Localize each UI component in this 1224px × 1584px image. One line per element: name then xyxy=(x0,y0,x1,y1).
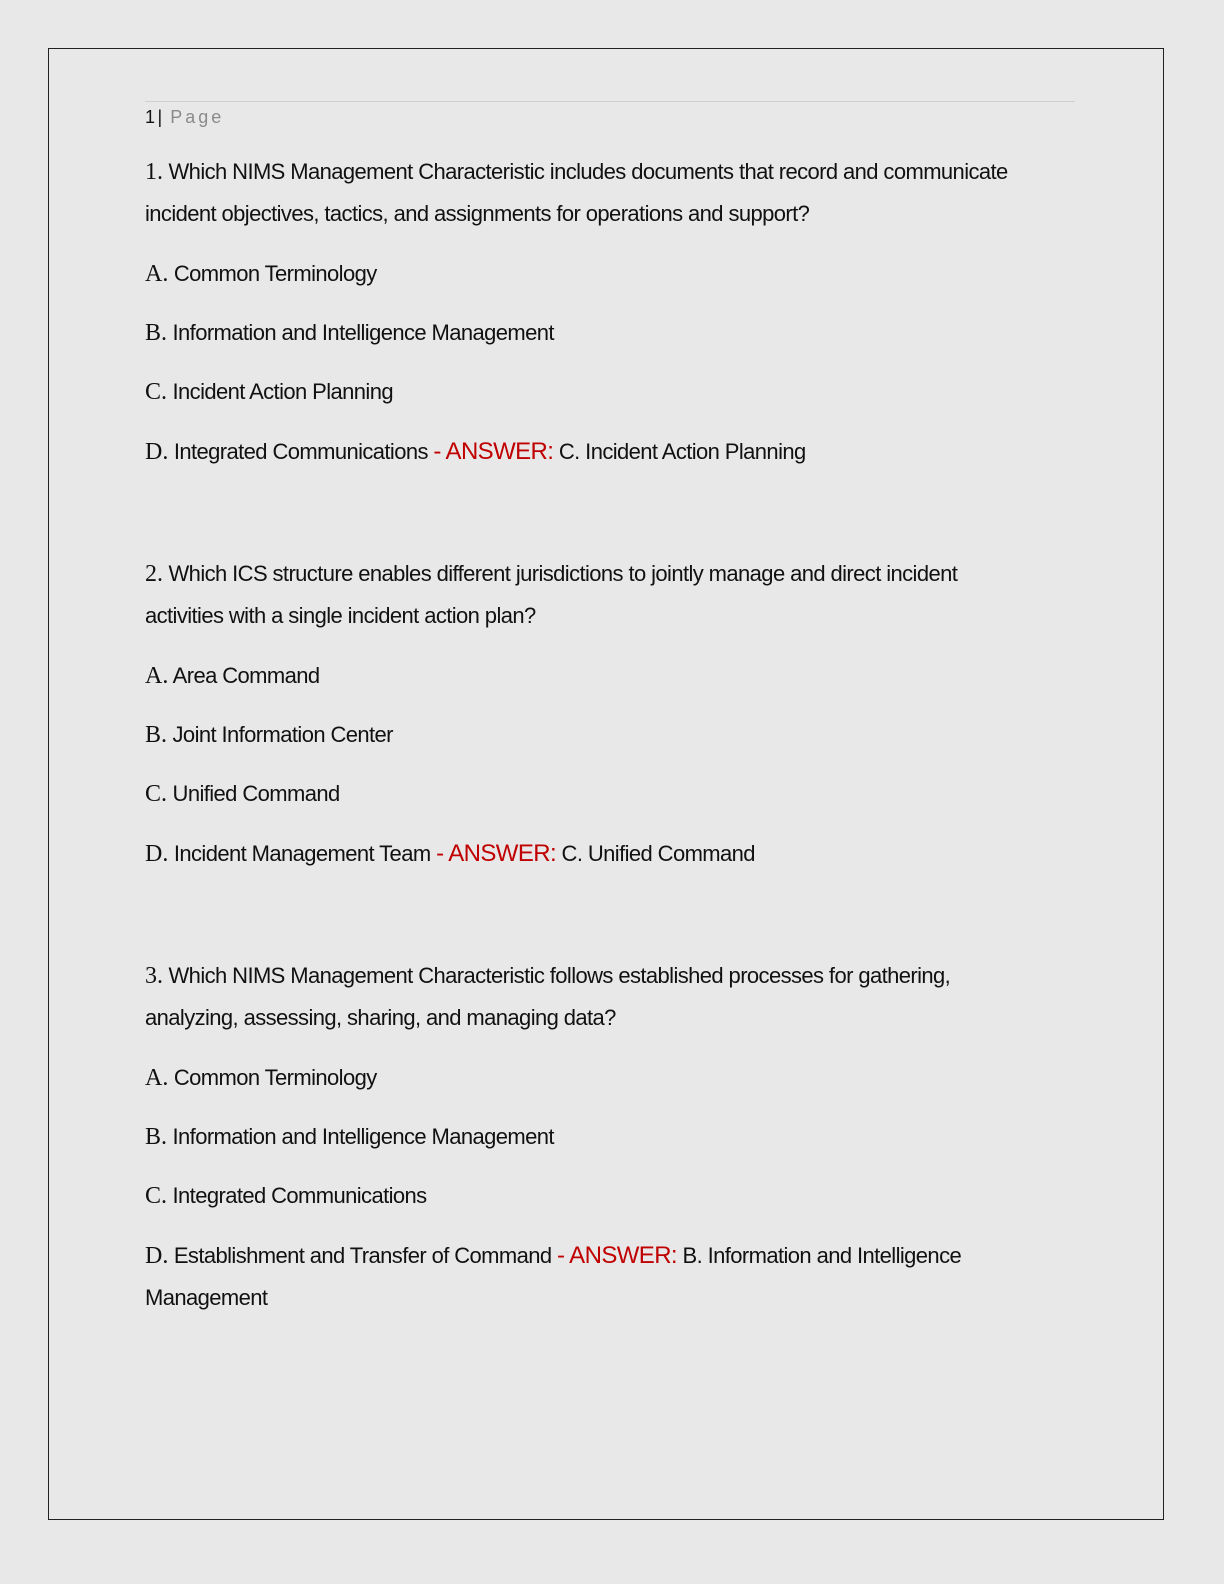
answer-label: - ANSWER: xyxy=(433,438,554,465)
question-text xyxy=(145,151,1025,234)
quiz-content xyxy=(145,151,1025,1399)
option-text: Common Terminology xyxy=(173,1065,377,1090)
option-letter: C. xyxy=(145,379,168,405)
answer-text: C. Unified Command xyxy=(561,841,755,866)
question-body: Which NIMS Management Characteristic includes documents that record and communicate incident objectives, tactics, and assignments for operations and support? xyxy=(145,159,1008,226)
option-text: Incident Action Planning xyxy=(172,379,393,404)
option-a xyxy=(145,254,1025,294)
question-number: 3. xyxy=(145,963,163,989)
option-text: Integrated Communications xyxy=(172,1183,427,1208)
option-letter: D. xyxy=(145,439,169,465)
option-letter: B. xyxy=(145,722,168,748)
option-letter: A. xyxy=(145,261,169,287)
option-a xyxy=(145,1058,1025,1098)
question-block-3 xyxy=(145,955,1025,1319)
option-letter: B. xyxy=(145,1124,168,1150)
option-text: Integrated Communications xyxy=(173,439,428,464)
question-text xyxy=(145,955,1025,1038)
option-a xyxy=(145,656,1025,696)
option-text: Common Terminology xyxy=(173,261,377,286)
page-number: 1 xyxy=(145,107,156,127)
option-text: Establishment and Transfer of Command xyxy=(173,1243,552,1268)
question-block-2 xyxy=(145,553,1025,875)
option-letter: C. xyxy=(145,1183,168,1209)
question-text xyxy=(145,553,1025,636)
option-text: Area Command xyxy=(172,663,320,688)
option-text: Incident Management Team xyxy=(173,841,431,866)
option-d xyxy=(145,1235,1025,1319)
option-b xyxy=(145,715,1025,755)
page-header xyxy=(145,101,1075,128)
question-body: Which NIMS Management Characteristic follows established processes for gathering, analyzing, assessing, sharing, and managing data? xyxy=(145,963,951,1030)
option-letter: A. xyxy=(145,663,169,689)
option-text: Joint Information Center xyxy=(172,722,393,747)
option-letter: D. xyxy=(145,1243,169,1269)
question-number: 1. xyxy=(145,159,163,185)
option-b xyxy=(145,1117,1025,1157)
answer-label: - ANSWER: xyxy=(436,840,557,867)
option-letter: A. xyxy=(145,1065,169,1091)
page-label: Page xyxy=(170,107,225,127)
question-block-1 xyxy=(145,151,1025,473)
option-text: Information and Intelligence Management xyxy=(172,1124,554,1149)
answer-label: - ANSWER: xyxy=(557,1242,677,1269)
option-b xyxy=(145,313,1025,353)
option-d xyxy=(145,431,1025,473)
document-page xyxy=(48,48,1164,1520)
option-c xyxy=(145,372,1025,412)
answer-text: B. Information and Intelligence Management xyxy=(145,1243,962,1310)
answer-text: C. Incident Action Planning xyxy=(558,439,806,464)
header-separator: | xyxy=(157,107,163,127)
option-letter: D. xyxy=(145,841,169,867)
option-letter: C. xyxy=(145,781,168,807)
option-c xyxy=(145,774,1025,814)
question-body: Which ICS structure enables different jurisdictions to jointly manage and direct incident activities with a single incident action plan? xyxy=(145,561,958,628)
option-c xyxy=(145,1176,1025,1216)
option-text: Unified Command xyxy=(172,781,340,806)
question-number: 2. xyxy=(145,561,163,587)
option-text: Information and Intelligence Management xyxy=(172,320,554,345)
option-letter: B. xyxy=(145,320,168,346)
option-d xyxy=(145,833,1025,875)
